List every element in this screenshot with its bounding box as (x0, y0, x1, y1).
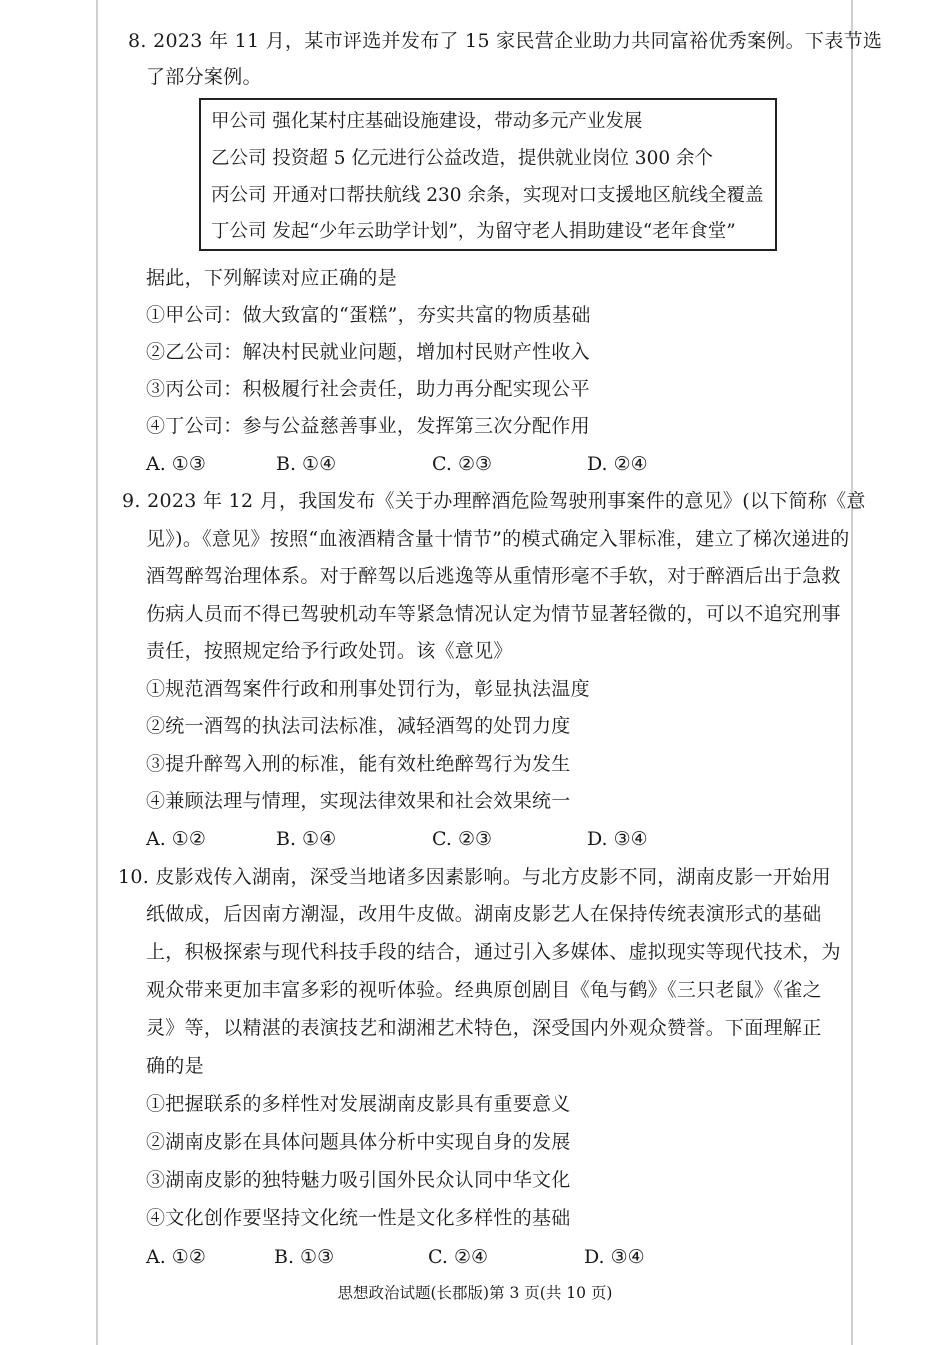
question-stem-line: 灵》等，以精湛的表演技艺和湖湘艺术特色，深受国内外观众赞誉。下面理解正 (146, 1017, 822, 1039)
statement: ②统一酒驾的执法司法标准，减轻酒驾的处罚力度 (146, 715, 571, 737)
question-stem-line: 了部分案例。 (146, 66, 262, 88)
question-stem-line: 上，积极探索与现代科技手段的结合，通过引入多媒体、虚拟现实等现代技术，为 (146, 941, 841, 963)
page-edge-right (851, 0, 853, 1345)
question-stem-line: 酒驾醉驾治理体系。对于醉驾以后逃逸等从重情形毫不手软，对于醉酒后出于急救 (146, 565, 841, 587)
option-d: D. ③④ (584, 1246, 645, 1268)
option-c: C. ②④ (428, 1246, 489, 1268)
option-c: C. ②③ (432, 453, 493, 475)
option-a: A. ①② (146, 828, 206, 850)
question-stem-line: 责任，按照规定给予行政处罚。该《意见》 (146, 640, 513, 662)
option-a: A. ①③ (146, 453, 206, 475)
question-prompt: 据此，下列解读对应正确的是 (146, 267, 397, 289)
case-table (199, 98, 777, 251)
table-row: 乙公司 投资超 5 亿元进行公益改造，提供就业岗位 300 余个 (211, 148, 713, 169)
page-edge-left (96, 0, 98, 1345)
statement: ①规范酒驾案件行政和刑事处罚行为，彰显执法温度 (146, 678, 590, 700)
statement: ①把握联系的多样性对发展湖南皮影具有重要意义 (146, 1093, 571, 1115)
question-stem-line: 伤病人员而不得已驾驶机动车等紧急情况认定为情节显著轻微的，可以不追究刑事 (146, 603, 841, 625)
question-stem-line: 观众带来更加丰富多彩的视听体验。经典原创剧目《龟与鹤》《三只老鼠》《雀之 (146, 979, 822, 1001)
statement: ②湖南皮影在具体问题具体分析中实现自身的发展 (146, 1131, 571, 1153)
table-row: 丙公司 开通对口帮扶航线 230 余条，实现对口支援地区航线全覆盖 (211, 185, 764, 206)
statement: ④兼顾法理与情理，实现法律效果和社会效果统一 (146, 790, 571, 812)
option-c: C. ②③ (432, 828, 493, 850)
option-b: B. ①④ (276, 828, 337, 850)
option-b: B. ①③ (274, 1246, 335, 1268)
question-stem-line: 见》)。《意见》按照“血液酒精含量十情节”的模式确定入罪标准，建立了梯次递进的 (146, 528, 850, 550)
statement: ③湖南皮影的独特魅力吸引国外民众认同中华文化 (146, 1169, 571, 1191)
question-stem-line: 纸做成，后因南方潮湿，改用牛皮做。湖南皮影艺人在保持传统表演形式的基础 (146, 903, 822, 925)
statement: ④丁公司：参与公益慈善事业，发挥第三次分配作用 (146, 415, 590, 437)
statement: ④文化创作要坚持文化统一性是文化多样性的基础 (146, 1207, 571, 1229)
question-stem-line: 10. 皮影戏传入湖南，深受当地诸多因素影响。与北方皮影不同，湖南皮影一开始用 (118, 866, 831, 888)
option-a: A. ①② (146, 1246, 206, 1268)
question-stem-line: 确的是 (146, 1055, 204, 1077)
statement: ①甲公司：做大致富的“蛋糕”，夯实共富的物质基础 (146, 304, 591, 326)
option-d: D. ②④ (587, 453, 648, 475)
page-footer: 思想政治试题(长郡版)第 3 页(共 10 页) (337, 1284, 613, 1302)
statement: ③提升醉驾入刑的标准，能有效杜绝醉驾行为发生 (146, 753, 571, 775)
table-row: 丁公司 发起“少年云助学计划”，为留守老人捐助建设“老年食堂” (211, 221, 736, 242)
option-b: B. ①④ (276, 453, 337, 475)
statement: ③丙公司：积极履行社会责任，助力再分配实现公平 (146, 378, 590, 400)
question-stem-line: 9. 2023 年 12 月，我国发布《关于办理醉酒危险驾驶刑事案件的意见》(以下简称《意 (122, 490, 866, 512)
statement: ②乙公司：解决村民就业问题，增加村民财产性收入 (146, 341, 590, 363)
table-row: 甲公司 强化某村庄基础设施建设，带动多元产业发展 (211, 111, 643, 132)
question-stem-line: 8. 2023 年 11 月，某市评选并发布了 15 家民营企业助力共同富裕优秀案例。下表节选 (128, 30, 883, 52)
option-d: D. ③④ (587, 828, 648, 850)
